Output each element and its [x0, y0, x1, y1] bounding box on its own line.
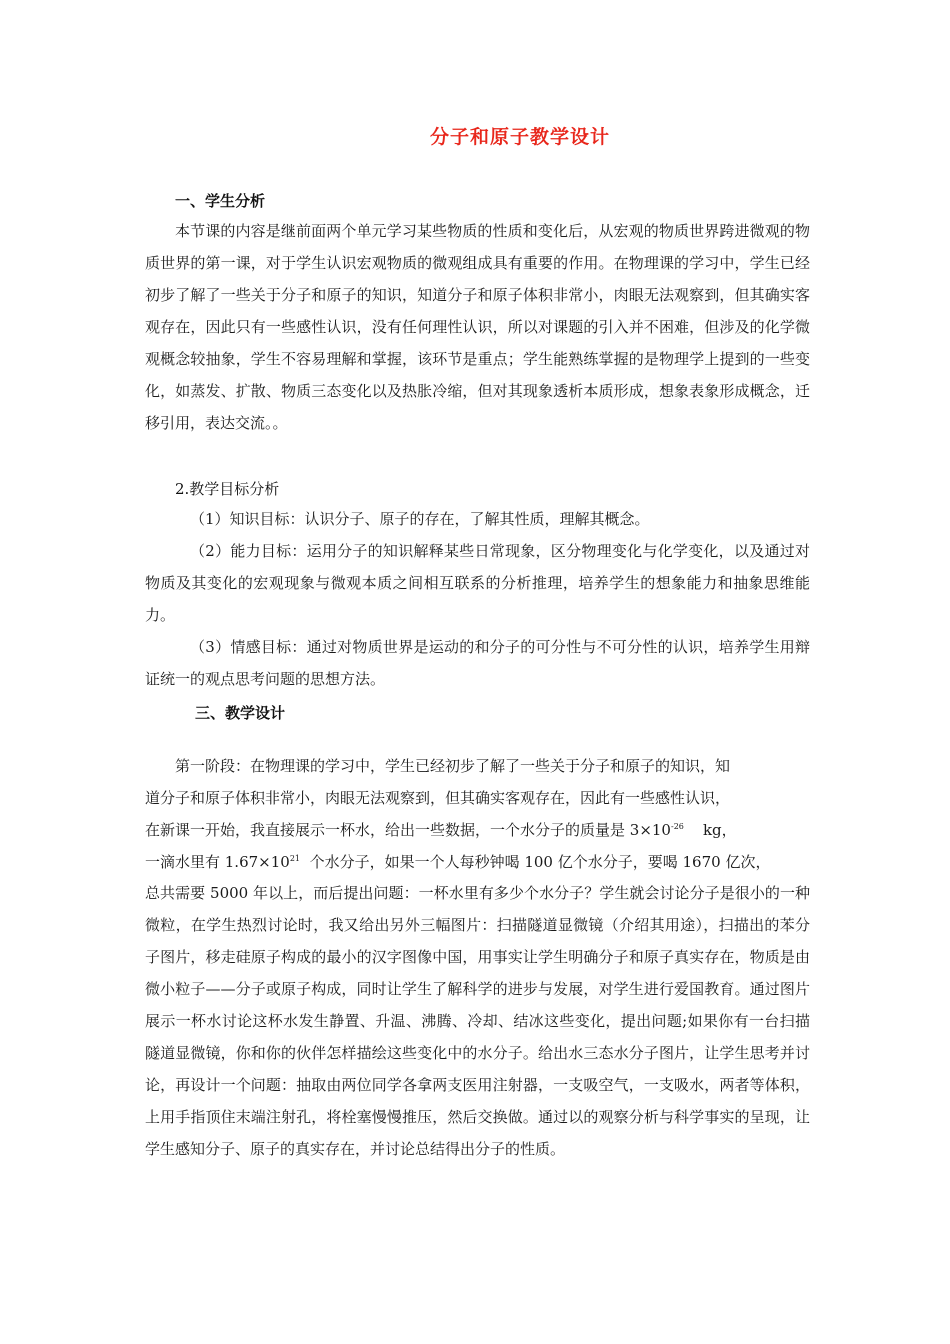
- page-title: 分子和原子教学设计: [429, 126, 610, 148]
- design-line-4-text: 一滴水里有 1.67×10: [145, 853, 290, 871]
- exponent-neg26: -26: [670, 822, 684, 831]
- design-paragraph: 总共需要 5000 年以上，而后提出问题：一杯水里有多少个水分子？学生就会讨论分子是很小的一种微粒，在学生热烈讨论时，我又给出另外三幅图片：扫描隧道显微镜（介绍其用途），扫描出的苯分子图片，移走硅原子构成的最小的汉字图像中国，用事实让学生明确分子和原子真实存在，物质是由微小粒子——分子或原子构成，同时让学生了解科学的进步与发展，对学生进行爱国教育。通过图片展示一杯水讨论这杯水发生静置、升温、沸腾、冷却、结冰这些变化，提出问题;如果你有一台扫描隧道显微镜，你和你的伙伴怎样描绘这些变化中的水分子。给出水三态水分子图片，让学生思考并讨论，再设计一个问题：抽取由两位同学各拿两支医用注射器，一支吸空气，一支吸水，两者等体积，上用手指顶住末端注射孔，将栓塞慢慢推压，然后交换做。通过以的观察分析与科学事实的呈现，让学生感知分子、原子的真实存在，并讨论总结得出分子的性质。: [145, 884, 810, 1158]
- design-line-2: 道分子和原子体积非常小，肉眼无法观察到，但其确实客观存在，因此有一些感性认识，: [145, 789, 731, 807]
- design-line-1: 第一阶段：在物理课的学习中，学生已经初步了解了一些关于分子和原子的知识，知: [175, 757, 731, 775]
- section-heading-objectives: 2.教学目标分析: [175, 480, 280, 498]
- unit-kg: kg，: [702, 821, 737, 839]
- objective-emotion: （3）情感目标：通过对物质世界是运动的和分子的可分性与不可分性的认识，培养学生用辩证统一的观点思考问题的思想方法。: [145, 638, 810, 688]
- exponent-21: 21: [289, 854, 301, 863]
- design-line-4: [145, 851, 770, 872]
- student-analysis-paragraph: 本节课的内容是继前面两个单元学习某些物质的性质和变化后，从宏观的物质世界跨进微观的物质世界的第一课，对于学生认识宏观物质的微观组成具有重要的作用。在物理课的学习中，学生已经初步了解了一些关于分子和原子的知识，知道分子和原子体积非常小，肉眼无法观察到，但其确实客观存在，因此只有一些感性认识，没有任何理性认识，所以对课题的引入并不困难，但涉及的化学微观概念较抽象，学生不容易理解和掌握，该环节是重点；学生能熟练掌握的是物理学上提到的一些变化，如蒸发、扩散、物质三态变化以及热胀冷缩，但对其现象透析本质形成，想象表象形成概念，迁移引用，表达交流。。: [145, 222, 810, 432]
- section-heading-student-analysis: 一、学生分析: [175, 192, 266, 210]
- section-heading-teaching-design: 三、教学设计: [195, 704, 286, 722]
- objective-ability: （2）能力目标：运用分子的知识解释某些日常现象，区分物理变化与化学变化，以及通过对物质及其变化的宏观现象与微观本质之间相互联系的分析推理，培养学生的想象能力和抽象思维能力。: [145, 542, 810, 624]
- objective-knowledge: （1）知识目标：认识分子、原子的存在，了解其性质，理解其概念。: [190, 510, 650, 528]
- design-line-3: [145, 819, 737, 840]
- design-line-3-text: 在新课一开始，我直接展示一杯水，给出一些数据，一个水分子的质量是 3×10: [145, 821, 671, 839]
- design-line-4-rest: 个水分子，如果一个人每秒钟喝 100 亿个水分子，要喝 1670 亿次，: [309, 853, 771, 871]
